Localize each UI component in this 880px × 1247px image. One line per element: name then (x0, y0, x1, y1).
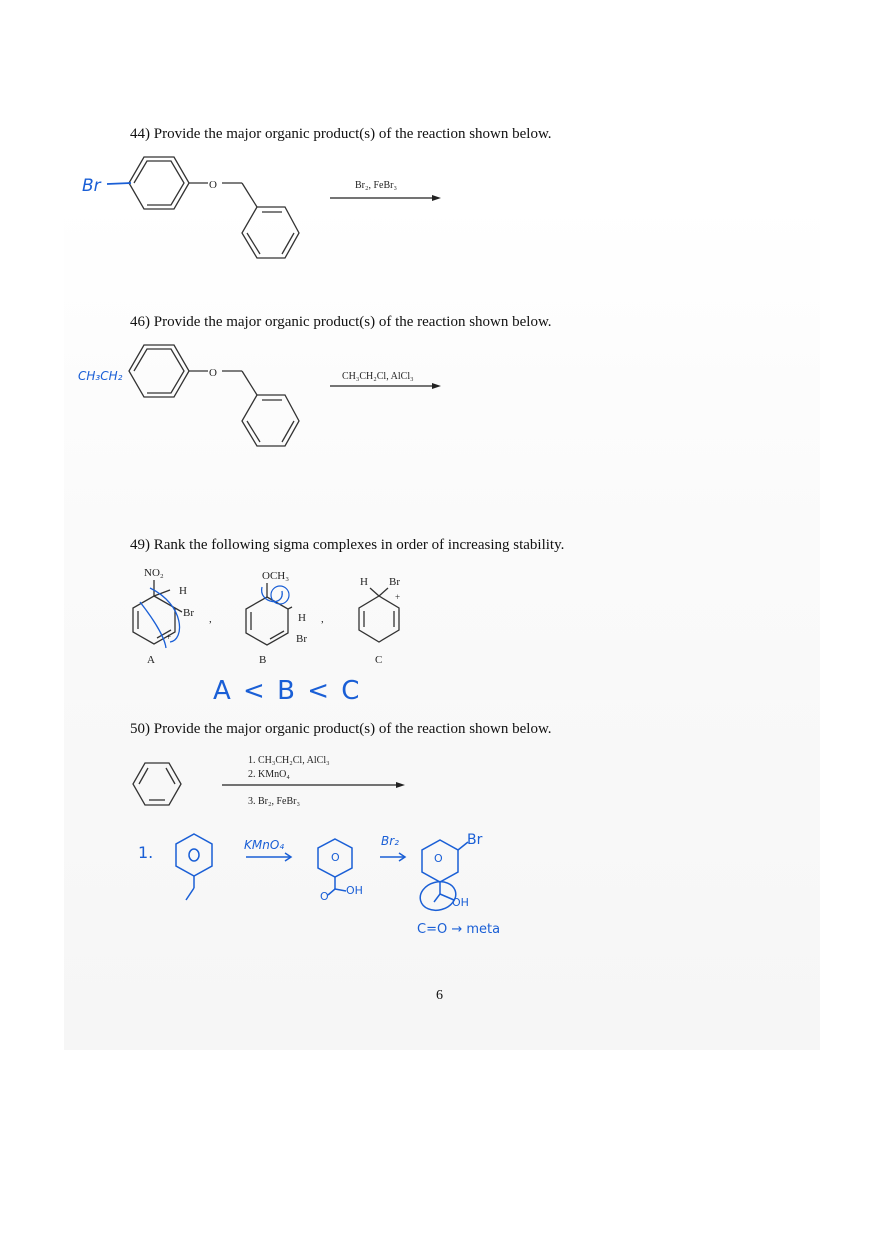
q46-reagent: CH₃CH₂Cl, AlCl₃ (342, 371, 414, 382)
q44-reagent: Br₂, FeBr₃ (355, 180, 397, 191)
complex-c-h: H (360, 576, 368, 588)
q50-arrow (222, 780, 406, 790)
hw-ring-o-2: O (434, 852, 443, 865)
q50-reagent-1: 1. CH₃CH₂Cl, AlCl₃ (248, 755, 330, 766)
complex-b-br: Br (296, 633, 307, 645)
complex-b-h: H (298, 612, 306, 624)
hw-oh-1: OH (346, 884, 363, 897)
q46-oxygen: O (209, 367, 217, 379)
handwritten-ranking: A < B < C (213, 676, 362, 706)
hw-ring-o-1: O (331, 851, 340, 864)
complex-c-br: Br (389, 576, 400, 588)
label-a: A (147, 654, 155, 666)
question-46: 46) Provide the major organic product(s) of the reaction shown below. (130, 314, 552, 330)
complex-c-plus: + (395, 592, 401, 602)
q44-handwritten-br: Br (82, 176, 101, 196)
q50-reagent-2: 2. KMnO₄ (248, 769, 290, 780)
q44-oxygen: O (209, 179, 217, 191)
label-b: B (259, 654, 267, 666)
hw-ethylbenzene (172, 830, 222, 910)
comma-1: , (209, 613, 212, 625)
question-49: 49) Rank the following sigma complexes in order of increasing stability. (130, 537, 565, 553)
q46-arrow (330, 381, 442, 391)
hw-kmno4: KMnO₄ (244, 838, 285, 852)
question-44: 44) Provide the major organic product(s) of the reaction shown below. (130, 126, 552, 142)
hw-br2: Br₂ (381, 834, 399, 848)
q46-structure (100, 338, 320, 458)
q50-benzene (125, 752, 189, 816)
complex-a-br: Br (183, 607, 194, 619)
hw-meta-note: C=O → meta (417, 922, 501, 937)
q50-reagent-3: 3. Br₂, FeBr₃ (248, 796, 300, 807)
complex-b-och3: OCH₃ (262, 570, 290, 582)
q44-handwritten-bond (105, 180, 135, 190)
question-50: 50) Provide the major organic product(s) of the reaction shown below. (130, 721, 552, 737)
label-c: C (375, 654, 383, 666)
hw-arrow-2 (378, 852, 410, 862)
complex-a-h: H (179, 585, 187, 597)
page-number: 6 (436, 988, 443, 1003)
q44-structure (100, 150, 320, 270)
q44-arrow (330, 193, 442, 203)
complex-a-no2: NO₂ (144, 567, 164, 579)
hw-carbonyl-o: O (320, 890, 329, 903)
hw-oh-2: OH (452, 896, 469, 909)
hw-product-br: Br (467, 832, 483, 848)
complex-a-ring (130, 580, 200, 660)
hw-step-1: 1. (138, 843, 154, 862)
complex-c-ring (352, 586, 412, 646)
q46-handwritten-ethyl: CH₃CH₂ (78, 369, 123, 383)
comma-2: , (321, 613, 324, 625)
complex-a-plus: + (166, 632, 172, 642)
hw-arrow-1 (244, 852, 296, 862)
